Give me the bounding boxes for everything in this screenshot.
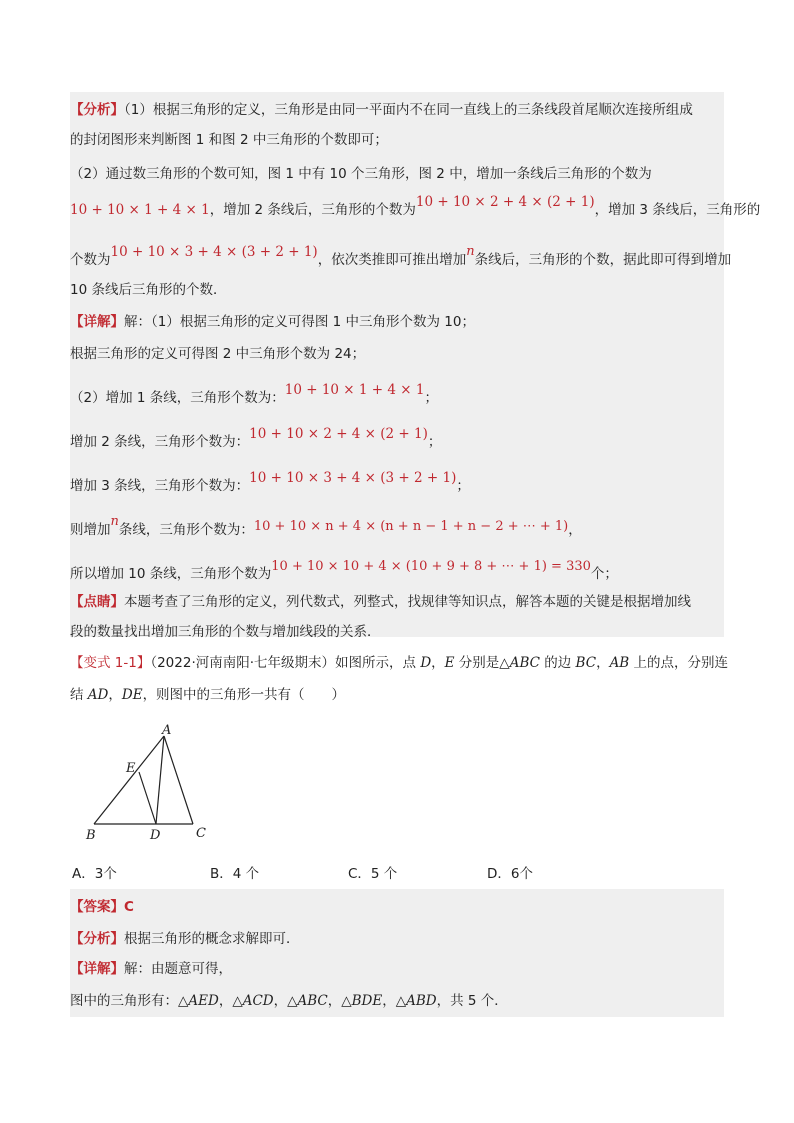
- label-d: D: [150, 828, 161, 843]
- variant-question-line-1: 【变式 1-1】（2022·河南南阳·七年级期末）如图所示，点 D，E 分别是△ABC 的边 BC，AB 上的点，分别连: [70, 655, 729, 671]
- segment-de: [139, 772, 156, 824]
- detail-line-5: 增加 3 条线，三角形个数为：10 + 10 × 3 + 4 × (3 + 2 + 1)；: [70, 470, 470, 494]
- analysis-line-4: 10 + 10 × 1 + 4 × 1，增加 2 条线后，三角形的个数为10 + 10 × 2 + 4 × (2 + 1)，增加 3 条线后，三角形的: [70, 194, 761, 218]
- analysis-line-2: 的封闭图形来判断图 1 和图 2 中三角形的个数即可；: [70, 132, 388, 148]
- label-b: B: [86, 828, 96, 843]
- segment-ad: [156, 736, 164, 824]
- formula: 10 + 10 × 3 + 4 × (3 + 2 + 1): [110, 244, 318, 260]
- analysis-line-6: 10 条线后三角形的个数．: [70, 282, 227, 298]
- formula: 10 + 10 × 1 + 4 × 1: [70, 202, 210, 218]
- detail-line-2: 图中的三角形有：△AED，△ACD，△ABC，△BDE，△ABD，共 5 个．: [70, 993, 508, 1009]
- analysis-line-1: 【分析】（1）根据三角形的定义，三角形是由同一平面内不在同一直线上的三条线段首尾顺次连接所组成: [70, 102, 693, 118]
- label-a: A: [162, 723, 172, 738]
- variable-n: n: [110, 514, 119, 529]
- variable-n: n: [466, 244, 475, 259]
- label-c: C: [196, 826, 206, 841]
- comment-line-2: 段的数量找出增加三角形的个数与增加线段的关系．: [70, 624, 381, 640]
- analysis-line-5: 个数为10 + 10 × 3 + 4 × (3 + 2 + 1)，依次类推即可推出增加n条线后，三角形的个数，据此即可得到增加: [70, 244, 732, 268]
- variant-tag: 【变式 1-1】: [70, 655, 151, 671]
- triangle-figure: [80, 720, 220, 845]
- triangle-item: △BDE: [341, 993, 383, 1009]
- detail-line-1: 【详解】解：（1）根据三角形的定义可得图 1 中三角形个数为 10；: [70, 314, 475, 330]
- detail-line-2: 根据三角形的定义可得图 2 中三角形个数为 24；: [70, 346, 366, 362]
- formula: 10 + 10 × n + 4 × (n + n − 1 + n − 2 + ⋯ + 1): [253, 519, 569, 534]
- detail-line-7: 所以增加 10 条线，三角形个数为10 + 10 × 10 + 4 × (10 + 9 + 8 + ⋯ + 1) = 330个；: [70, 559, 618, 582]
- formula: 10 + 10 × 10 + 4 × (10 + 9 + 8 + ⋯ + 1) = 330: [271, 559, 591, 574]
- label-e: E: [126, 761, 136, 776]
- formula: 10 + 10 × 2 + 4 × (2 + 1): [415, 194, 595, 210]
- comment-tag: 【点睛】: [70, 594, 124, 610]
- option-a[interactable]: A．3个: [72, 866, 117, 882]
- detail-line-4: 增加 2 条线，三角形个数为：10 + 10 × 2 + 4 × (2 + 1)；: [70, 426, 442, 450]
- detail-line-3: （2）增加 1 条线，三角形个数为：10 + 10 × 1 + 4 × 1；: [70, 382, 438, 406]
- triangle-item: △AED: [178, 993, 219, 1009]
- detail-tag: 【详解】: [70, 961, 124, 977]
- variant-question-line-2: 结 AD，DE，则图中的三角形一共有（ ）: [70, 687, 346, 703]
- triangle-item: △ABD: [395, 993, 437, 1009]
- analysis-tag: 【分析】: [70, 931, 124, 947]
- segment-ab: [94, 736, 164, 824]
- formula: 10 + 10 × 1 + 4 × 1: [284, 382, 425, 398]
- detail-line-1: 【详解】解：由题意可得，: [70, 961, 232, 977]
- triangle-item: △ABC: [287, 993, 328, 1009]
- answer-line: [70, 897, 134, 917]
- comment-line-1: 【点睛】本题考查了三角形的定义，列代数式，列整式，找规律等知识点，解答本题的关键是根据增加线: [70, 594, 691, 610]
- detail-line-6: 则增加n条线，三角形个数为：10 + 10 × n + 4 × (n + n − 1 + n − 2 + ⋯ + 1)，: [70, 514, 582, 538]
- triangle-item: △ACD: [232, 993, 274, 1009]
- analysis-line: 【分析】根据三角形的概念求解即可．: [70, 931, 300, 947]
- solution-block-1: [70, 92, 761, 640]
- option-d[interactable]: D．6个: [487, 866, 533, 882]
- detail-tag: 【详解】: [70, 314, 124, 330]
- analysis-tag: 【分析】: [70, 102, 124, 118]
- solution-block-2: [70, 889, 724, 1017]
- option-c[interactable]: C．5 个: [348, 866, 398, 882]
- answer-tag: 【答案】: [70, 899, 124, 915]
- formula: 10 + 10 × 2 + 4 × (2 + 1): [249, 426, 428, 442]
- analysis-line-3: （2）通过数三角形的个数可知，图 1 中有 10 个三角形，图 2 中，增加一条线后三角形的个数为: [70, 166, 652, 182]
- segment-ac: [164, 736, 193, 824]
- option-b[interactable]: B．4 个: [210, 866, 260, 882]
- formula: 10 + 10 × 3 + 4 × (3 + 2 + 1): [249, 470, 457, 486]
- answer-value: C: [124, 899, 134, 915]
